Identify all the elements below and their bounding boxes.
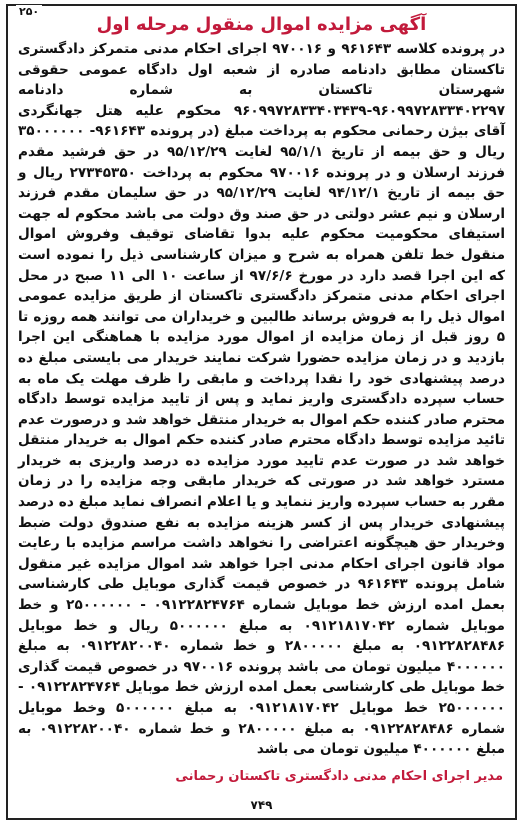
- notice-signature: مدیر اجرای احکام مدنی دادگستری تاکستان رحمانی: [175, 769, 503, 784]
- notice-body-text: در پرونده کلاسه ۹۶۱۶۴۳ و ۹۷۰۰۱۶ اجرای احکام مدنی متمرکز دادگستری تاکستان مطابق دادنامه صادره از شعبه اول دادگاه عمومی حقوقی شهرستان تاکستان به شماره دادنامه ۹۶۰۹۹۷۲۸۳۳۴۰۲۲۹۷-۹۶۰۹۹۷۲۸۳۳۴۰۳۴۳۹ محکوم علیه هتل جهانگردی آقای بیژن رحمانی محکوم به پرداخت مبلغ (در پرونده ۹۶۱۶۴۳- ۳۵۰۰۰۰۰۰ ریال و حق بیمه از تاریخ ۹۵/۱/۱ لغایت ۹۵/۱۲/۲۹ در حق فرشید مقدم فرزند ارسلان و در پرونده ۹۷۰۰۱۶ محکوم به پرداخت ۲۷۳۴۵۳۵۰ ریال و حق بیمه از تاریخ ۹۴/۱۲/۱ لغایت ۹۵/۱۲/۲۹ در حق سلیمان مقدم فرزند ارسلان و نیم عشر دولتی در حق صند وق دولت می باشد محکوم له جهت استیفای محکومیت محکوم علیه بدوا تقاضای توقیف وفروش اموال منقول خط تلفن همراه به شرح و میزان کارشناسی ذیل را نموده است که این اجرا قصد دارد در مورخ ۹۷/۶/۶ از ساعت ۱۰ الی ۱۱ صبح در محل اجرای احکام مدنی متمرکز دادگستری تاکستان از طریق مزایده عمومی اموال ذیل را به فروش برساند طالبین و خریداران می توانند همه روزه تا ۵ روز قبل از زمان مزایده از اموال مورد مزایده با هماهنگی این اجرا بازدید و در زمان مزایده حضورا شرکت نمایند خریدار می بایستی مبلغ ده درصد پیشنهادی خود را نقدا پرداخت و مابقی را ظرف مهلت یک ماه به حساب سپرده دادگستری واریز نماید و پس از تایید مزایده توسط دادگاه محترم صادر کننده حکم اموال به خریدار منتقل خواهد شد و درصورت عدم تائید مزایده توسط دادگاه محترم صادر کننده حکم اموال به خریدار منتقل خواهد شد در صورت عدم تایید مورد مزایده ده درصد واریزی به خریدار مسترد خواهد شد در صورتی که خریدار مابقی وجه مزایده را در زمان مقرر به حساب سپرده واریز ننماید و یا اعلام انصراف نماید مبلغ ده درصد پیشنهادی خریدار پس از کسر هزینه مزایده به نفع صندوق دولت ضبط وخریدار حق هیچگونه اعتراضی را نخواهد داشت مراسم مزایده با رعایت مواد قانون اجرای احکام مدنی اجرا خواهد شد اموال مزایده غیر منقول شامل پرونده ۹۶۱۶۴۳ در خصوص قیمت گذاری موبایل طی کارشناسی بعمل امده ارزش خط موبایل شماره ۰۹۱۲۲۸۲۴۷۶۴ - ۲۵۰۰۰۰۰۰ و خط موبایل شماره ۰۹۱۲۱۸۱۷۰۴۲ به مبلغ ۵۰۰۰۰۰۰ ریال و خط موبایل ۰۹۱۲۲۸۲۸۴۸۶ به مبلغ ۲۸۰۰۰۰۰ و خط شماره ۰۹۱۲۲۸۲۰۰۴۰ به مبلغ ۴۰۰۰۰۰۰ میلیون تومان می باشد پرونده ۹۷۰۰۱۶ در خصوص قیمت گذاری خط موبایل طی کارشناسی بعمل امده ارزش خط موبایل ۰۹۱۲۲۸۲۴۷۶۴ - ۲۵۰۰۰۰۰۰ خط موبایل ۰۹۱۲۱۸۱۷۰۴۲ به مبلغ ۵۰۰۰۰۰۰ وخط موبایل شماره ۰۹۱۲۲۸۲۸۴۸۶ به مبلغ ۲۸۰۰۰۰۰ و خط شماره ۰۹۱۲۲۸۲۰۰۴۰ به مبلغ ۴۰۰۰۰۰۰ میلیون تومان می باشد: [18, 41, 506, 758]
- top-page-number: ۲۵۰: [16, 5, 42, 18]
- auction-notice: [6, 4, 517, 820]
- bottom-page-number: ۷۴۹: [250, 798, 273, 812]
- notice-title: آگهی مزایده اموال منقول مرحله اول: [96, 14, 427, 35]
